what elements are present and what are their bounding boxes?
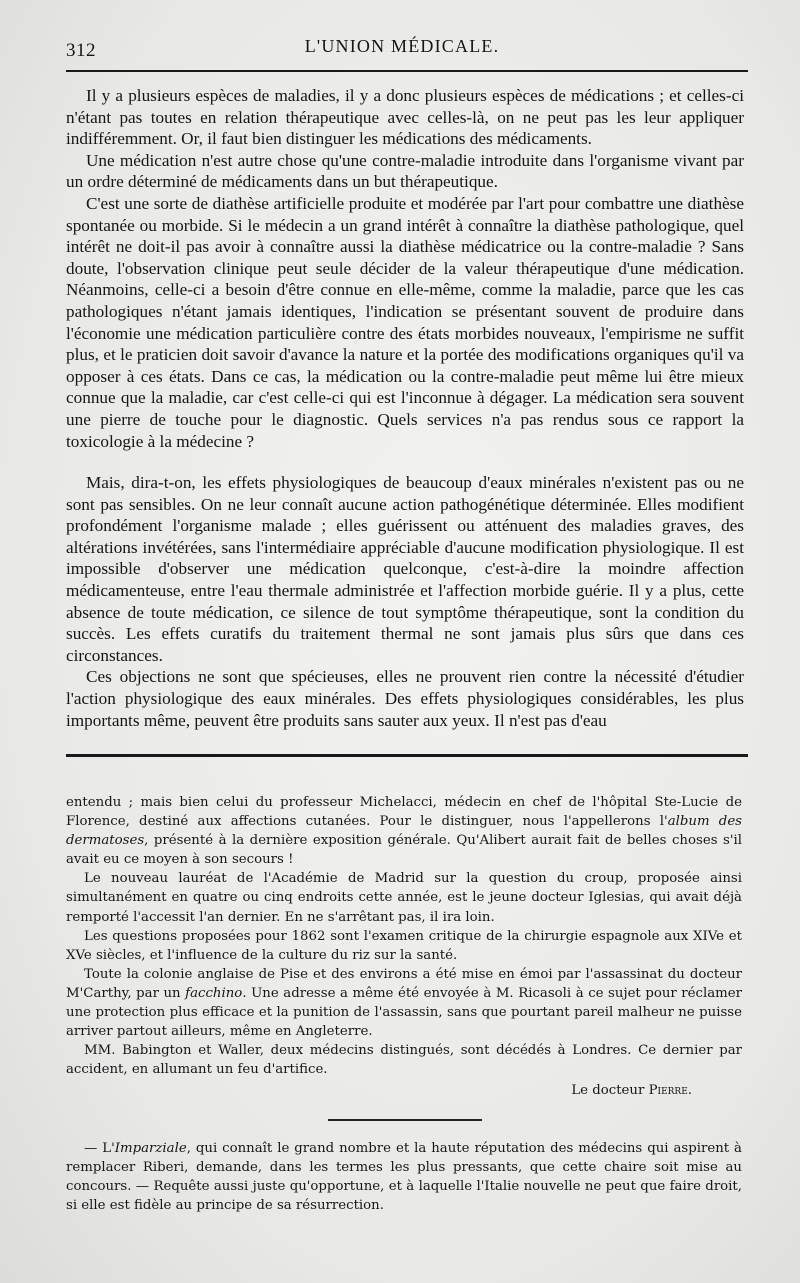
running-head: [62, 34, 742, 64]
main-paragraph-1: Il y a plusieurs espèces de maladies, il y a donc plusieurs espèces de médications ; et celles-ci n'étant pas toutes en relation thérapeutique avec celles-là, on ne peut pas les leur appliquer indifféremment. Or, il faut bien distinguer les médications des médicaments.: [66, 86, 744, 149]
signature: Le docteur Pierre.: [571, 1083, 692, 1099]
main-paragraph-5: Ces objections ne sont que spécieuses, elles ne prouvent rien contre la nécessité d'étudier l'action physiologique des eaux minérales. Des effets physiologiques considérables, les plus importants même, peuvent être produits sans sauter aux yeux. Il n'est pas d'eau: [66, 667, 744, 730]
news-item-6: — L'Imparziale, qui connaît le grand nombre et la haute réputation des médecins qui aspirent à remplacer Riberi, demande, dans les termes les plus pressants, que cette chaire soit mise au concours. — Requête aussi juste qu'opportune, et à laquelle l'Italie nouvelle ne peut que faire droit, si elle est fidèle au principe de sa résurrection.: [66, 1140, 742, 1213]
italic-journal-name: Imparziale: [114, 1140, 187, 1156]
italic-word: facchino: [185, 985, 243, 1001]
news-item-4: Toute la colonie anglaise de Pise et des environs a été mise en émoi par l'assassinat du docteur M'Carthy, par un facchino. Une adresse a même été envoyée à M. Ricasoli à ce sujet pour réclamer une protection plus efficace et la punition de l'assassin, sans que pourtant pareil malheur ne puisse arriver partout ailleurs, même en Angleterre.: [66, 966, 742, 1040]
news-item-5: MM. Babington et Waller, deux médecins distingués, sont décédés à Londres. Ce dernier par accident, en allumant un feu d'artifice.: [66, 1043, 742, 1078]
news-item-2: Le nouveau lauréat de l'Académie de Madrid sur la question du croup, proposée ainsi simultanément en quatre ou cinq endroits cette année, est le jeune docteur Iglesias, qui avait déjà remporté l'accessit l'an dernier. En ne s'arrêtant pas, il ira loin.: [66, 871, 742, 925]
main-paragraph-4: Mais, dira-t-on, les effets physiologiques de beaucoup d'eaux minérales n'existent pas ou ne sont pas sensibles. On ne leur connaît aucune action pathogénétique déterminée. Elles modifient profondément l'organisme malade ; elles guérissent ou atténuent des maladies graves, des altérations invétérées, sans l'intermédiaire appréciable d'aucune modification physiologique. Il est impossible d'observer une médication quelconque, c'est-à-dire la moindre affection médicamenteuse, entre l'eau thermale administrée et l'affection morbide guérie. Il y a plus, cette absence de toute médication, ce silence de tout symptôme thérapeutique, sont la condition du succès. Les effets curatifs du traitement thermal ne sont jamais plus sûrs que dans ces circonstances.: [66, 473, 744, 665]
main-paragraph-2: Une médication n'est autre chose qu'une contre-maladie introduite dans l'organisme vivant par un ordre déterminé de médicaments dans un but thérapeutique.: [66, 150, 744, 192]
header-rule: [66, 70, 748, 72]
signature-name: Pierre.: [648, 1083, 692, 1099]
news-column: [66, 793, 742, 1215]
main-text: [66, 85, 744, 731]
journal-title: L'UNION MÉDICALE.: [304, 36, 500, 56]
page-number: 312: [66, 40, 96, 61]
main-paragraph-3: C'est une sorte de diathèse artificielle produite et modérée par l'art pour combattre une diathèse spontanée ou morbide. Si le médecin a un grand intérêt à connaître la diathèse pathologique, quel intérêt ne doit-il pas avoir à connaître aussi la diathèse médicatrice ou la contre-maladie ? Sans doute, l'observation clinique peut seule décider de la valeur thérapeutique d'une médication. Néanmoins, celle-ci a besoin d'être connue en elle-même, comme la maladie, parce que les cas pathologiques n'étant jamais identiques, l'indication se présentant souvent de produire dans l'économie une médication particulière contre des états morbides nouveaux, l'empirisme ne suffit plus, et le praticien doit savoir d'avance la nature et la portée des modifications organiques qu'il va opposer à ces états. Dans ce cas, la médication ou la contre-maladie peut même lui être mieux connue que la maladie, car c'est celle-ci qui est l'inconnue à dégager. La médication sera souvent une pierre de touche pour le diagnostic. Quels services n'a pas rendus sous ce rapport la toxicologie à la médecine ?: [66, 193, 744, 451]
section-rule: [66, 754, 748, 757]
news-item-3: Les questions proposées pour 1862 sont l'examen critique de la chirurgie espagnole aux XIVe et XVe siècles, et l'influence de la culture du riz sur la santé.: [66, 928, 742, 963]
separator-rule: [328, 1119, 482, 1121]
news-item-1: entendu ; mais bien celui du professeur Michelacci, médecin en chef de l'hôpital Ste-Lucie de Florence, destiné aux affections cutanées. Pour le distinguer, nous l'appellerons l'album des dermatoses, présenté à la dernière exposition générale. Qu'Alibert aurait fait de belles choses s'il avait eu ce moyen à son secours !: [66, 795, 743, 868]
italic-title: album des dermatoses: [66, 814, 743, 849]
